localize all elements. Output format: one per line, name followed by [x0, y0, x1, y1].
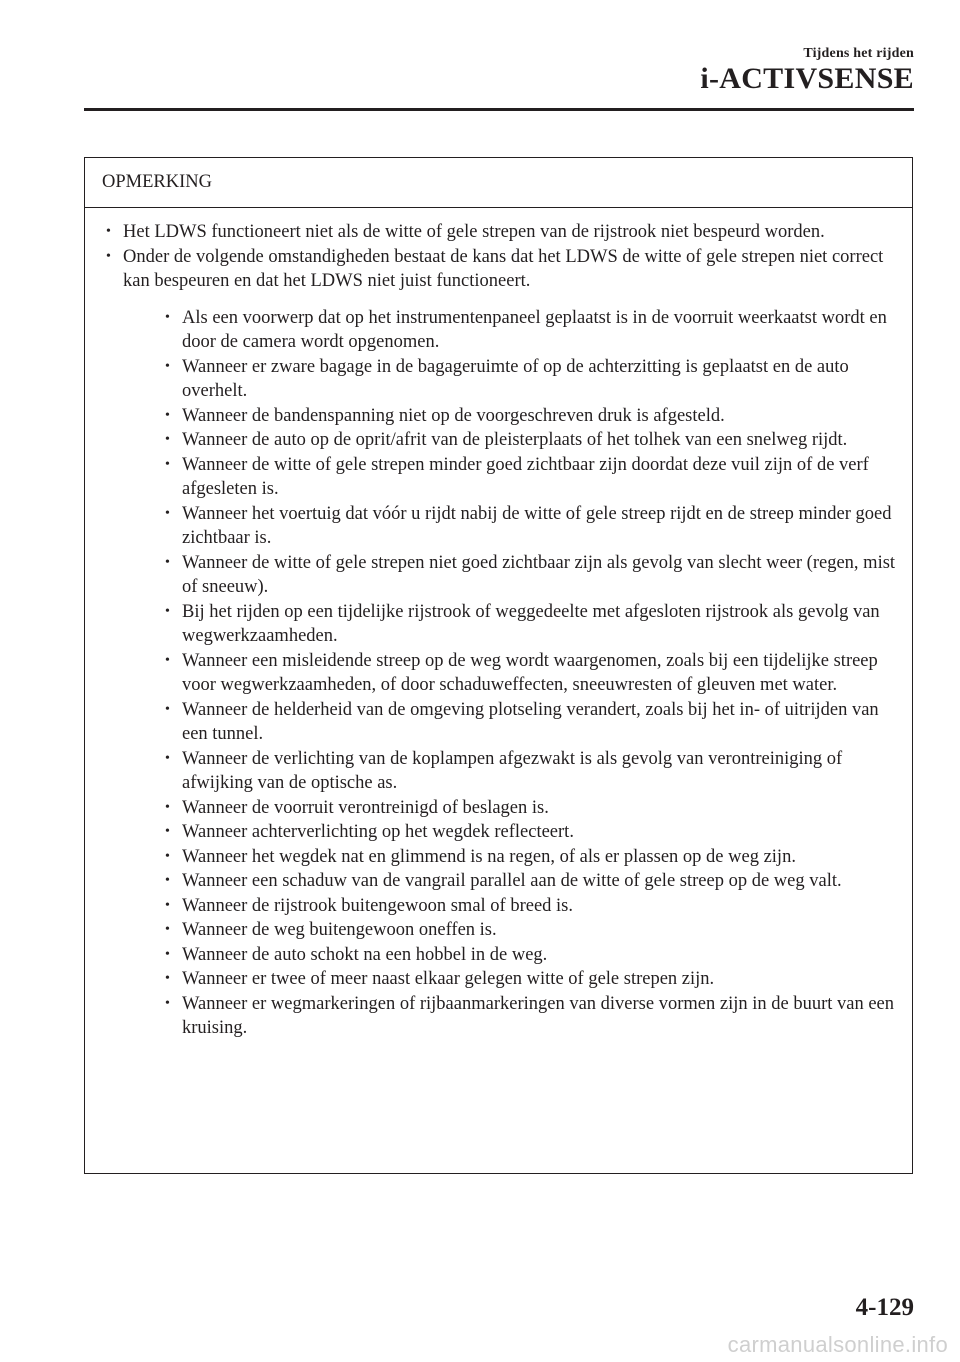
condition-text: Wanneer de helderheid van de omgeving plotseling verandert, zoals bij het in- of uitrijden van een tunnel. [182, 699, 879, 744]
bullet-icon: • [165, 995, 170, 1011]
bullet-icon: • [165, 750, 170, 766]
bullet-icon: • [165, 848, 170, 864]
bullet-icon: • [165, 309, 170, 325]
condition-item [123, 404, 906, 429]
note-box [84, 157, 913, 1174]
condition-text: Wanneer een misleidende streep op de weg wordt waargenomen, zoals bij een tijdelijke streep voor wegwerkzaamheden, of door schaduweffecten, sneeuwresten of gleuven met water. [182, 650, 878, 695]
condition-item [123, 796, 906, 821]
condition-text: Wanneer de rijstrook buitengewoon smal of breed is. [182, 895, 574, 916]
condition-list [123, 306, 906, 1041]
condition-text: Wanneer achterverlichting op het wegdek reflecteert. [182, 822, 574, 842]
condition-item [123, 306, 906, 355]
condition-item [123, 943, 906, 968]
condition-item [123, 967, 906, 992]
condition-text: Wanneer een schaduw van de vangrail parallel aan de witte of gele streep op de weg valt. [182, 871, 842, 891]
bullet-icon: • [165, 897, 170, 913]
bullet-icon: • [165, 456, 170, 472]
list-item-text: Onder de volgende omstandigheden bestaat de kans dat het LDWS de witte of gele strepen niet correct kan bespeuren en dat het LDWS niet juist functioneert. [123, 246, 884, 291]
bullet-icon: • [165, 505, 170, 521]
bullet-icon: • [165, 652, 170, 668]
condition-item [123, 428, 906, 453]
condition-item [123, 649, 906, 698]
condition-text: Wanneer de voorruit verontreinigd of beslagen is. [182, 797, 549, 818]
condition-text: Wanneer de weg buitengewoon oneffen is. [182, 920, 497, 940]
condition-text: Wanneer de auto op de oprit/afrit van de pleisterplaats of het tolhek van een snelweg rijdt. [182, 430, 848, 450]
bullet-icon: • [106, 224, 111, 239]
bullet-icon: • [165, 799, 170, 815]
condition-item [123, 869, 906, 894]
bullet-icon: • [165, 946, 170, 962]
condition-item [123, 355, 906, 404]
condition-item [123, 992, 906, 1041]
condition-text: Wanneer de witte of gele strepen minder goed zichtbaar zijn doordat deze vuil zijn of de verf afgesleten is. [182, 454, 869, 499]
condition-text: Wanneer het voertuig dat vóór u rijdt nabij de witte of gele streep rijdt en de streep minder goed zichtbaar is. [182, 503, 892, 548]
bullet-icon: • [165, 701, 170, 717]
list-item [85, 220, 912, 245]
bullet-icon: • [165, 824, 170, 839]
condition-text: Wanneer de bandenspanning niet op de voorgeschreven druk is afgesteld. [182, 405, 725, 426]
chapter-title: i-ACTIVSENSE [700, 62, 914, 95]
condition-text: Wanneer er wegmarkeringen of rijbaanmarkeringen van diverse vormen zijn in de buurt van een kruising. [182, 993, 895, 1038]
page-number: 4-129 [855, 1294, 914, 1321]
condition-item [123, 845, 906, 870]
condition-item [123, 820, 906, 845]
bullet-icon: • [165, 554, 170, 570]
condition-item [123, 894, 906, 919]
note-body [85, 220, 912, 1041]
condition-item [123, 698, 906, 747]
condition-text: Als een voorwerp dat op het instrumentenpaneel geplaatst is in de voorruit weerkaatst wordt en door de camera wordt opgenomen. [182, 307, 887, 352]
bullet-icon: • [165, 971, 170, 986]
watermark: carmanualsonline.info [727, 1332, 948, 1357]
condition-item [123, 918, 906, 943]
condition-item [123, 747, 906, 796]
condition-item [123, 453, 906, 502]
condition-text: Wanneer de witte of gele strepen niet goed zichtbaar zijn als gevolg van slecht weer (regen, mist of sneeuw). [182, 552, 896, 597]
bullet-icon: • [165, 407, 170, 423]
bullet-icon: • [165, 432, 170, 447]
list-item-text: Het LDWS functioneert niet als de witte of gele strepen van de rijstrook niet bespeurd worden. [123, 222, 825, 242]
list-item [85, 245, 912, 1041]
bullet-icon: • [165, 603, 170, 619]
condition-text: Wanneer het wegdek nat en glimmend is na regen, of als er plassen op de weg zijn. [182, 846, 796, 867]
condition-text: Wanneer er zware bagage in de bagageruimte of op de achterzitting is geplaatst en de auto overhelt. [182, 356, 849, 401]
condition-text: Wanneer de verlichting van de koplampen afgezwakt is als gevolg van verontreiniging of afwijking van de optische as. [182, 748, 843, 793]
note-list [85, 220, 912, 1041]
condition-item [123, 551, 906, 600]
bullet-icon: • [165, 922, 170, 937]
condition-text: Bij het rijden op een tijdelijke rijstrook of weggedeelte met afgesloten rijstrook als gevolg van wegwerkzaamheden. [182, 601, 880, 646]
condition-item [123, 502, 906, 551]
condition-text: Wanneer er twee of meer naast elkaar gelegen witte of gele strepen zijn. [182, 969, 715, 989]
bullet-icon: • [165, 358, 170, 374]
condition-text: Wanneer de auto schokt na een hobbel in de weg. [182, 944, 548, 965]
section-label: Tijdens het rijden [803, 46, 914, 61]
bullet-icon: • [165, 873, 170, 888]
note-heading: OPMERKING [85, 158, 912, 208]
bullet-icon: • [106, 248, 111, 264]
header-divider [84, 108, 914, 111]
condition-item [123, 600, 906, 649]
